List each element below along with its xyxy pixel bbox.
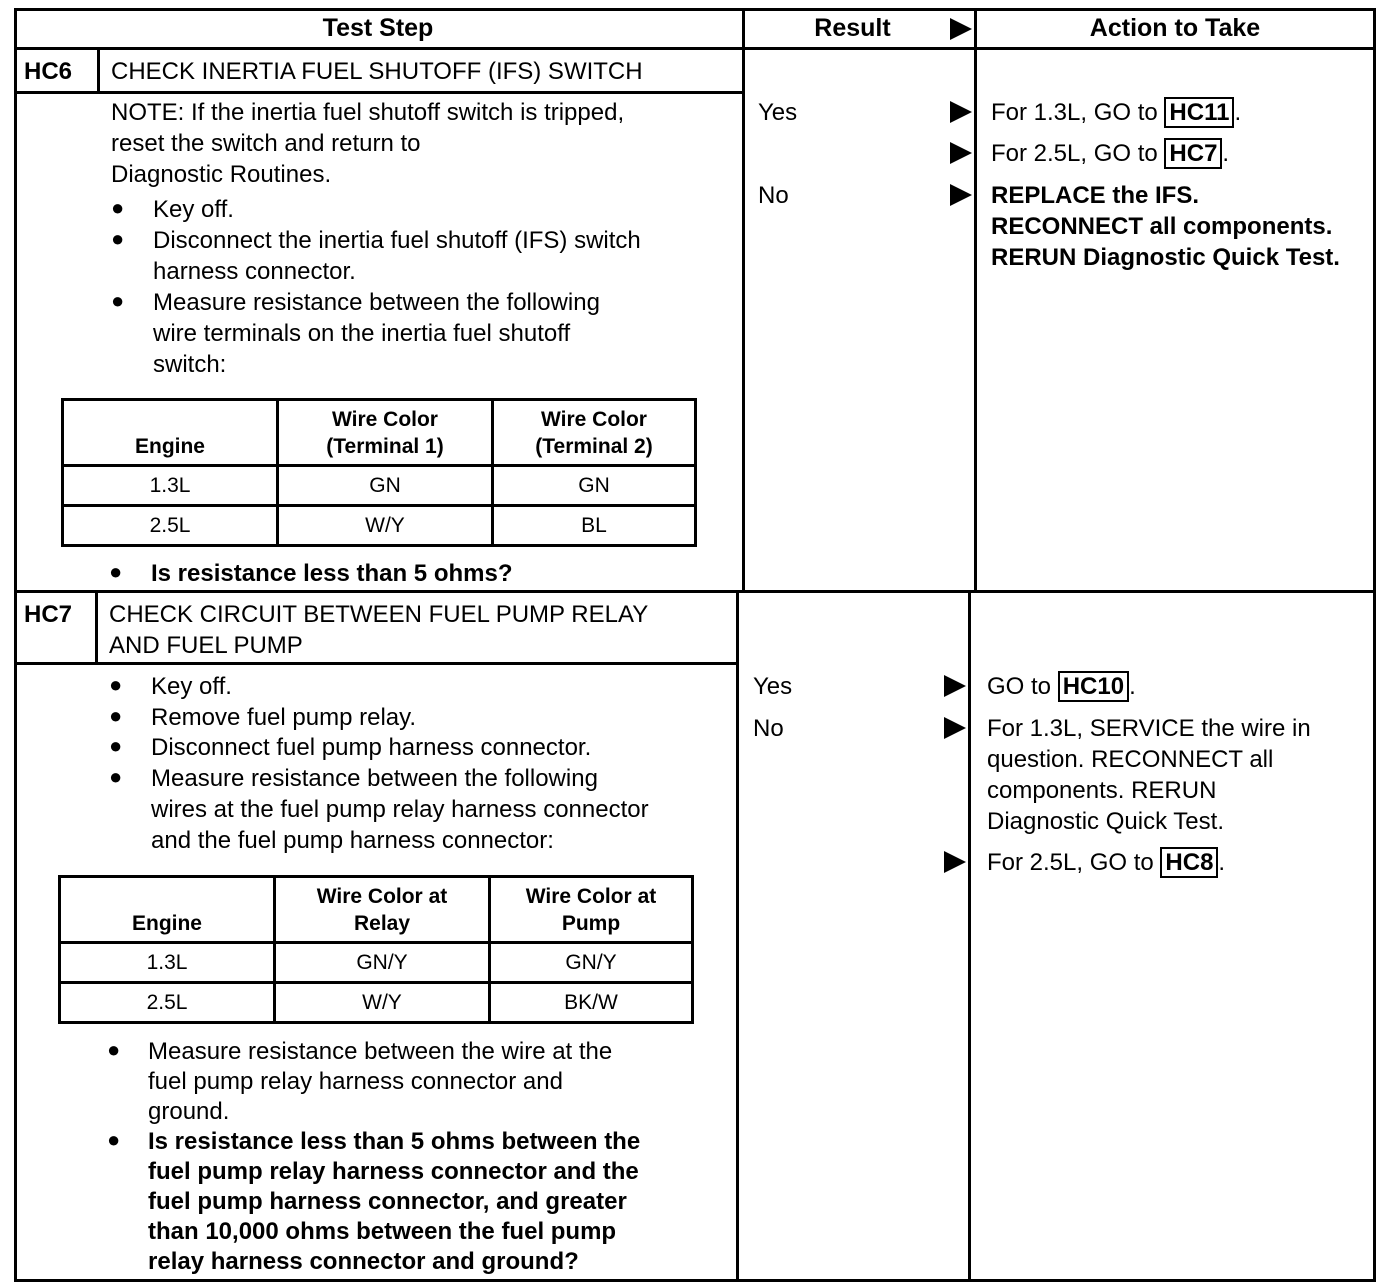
bullet-text: wire terminals on the inertia fuel shutoff bbox=[153, 320, 571, 347]
action-text: For 2.5L, GO to HC7 . bbox=[991, 140, 1230, 167]
table-cell: W/Y bbox=[278, 506, 493, 546]
table-cell: BK/W bbox=[490, 983, 693, 1023]
header-result: Result bbox=[814, 14, 891, 42]
frame-top bbox=[14, 8, 1376, 11]
bullet-dot: ● bbox=[109, 559, 123, 584]
table-header: Wire Color (Terminal 1) bbox=[278, 400, 493, 466]
table-cell: GN/Y bbox=[490, 943, 693, 983]
note-line: reset the switch and return to bbox=[111, 130, 421, 157]
frame-right bbox=[1373, 8, 1376, 1282]
table-row bbox=[63, 466, 696, 506]
action-text: For 1.3L, GO to HC11 . bbox=[991, 99, 1242, 126]
step-title-underline bbox=[14, 662, 736, 665]
question-text: than 10,000 ohms between the fuel pump bbox=[148, 1218, 617, 1245]
step-reference[interactable]: HC7 bbox=[1164, 138, 1222, 169]
question-text: fuel pump harness connector, and greater bbox=[148, 1188, 627, 1215]
result-arrow-icon bbox=[944, 717, 966, 739]
action-text: REPLACE the IFS. bbox=[991, 182, 1200, 209]
bullet-dot: ● bbox=[107, 1037, 121, 1062]
result-arrow-icon bbox=[944, 675, 966, 697]
action-text: question. RECONNECT all bbox=[987, 746, 1274, 773]
step-code: HC7 bbox=[24, 601, 73, 628]
note-line: Diagnostic Routines. bbox=[111, 161, 332, 188]
table-header: Wire Color at Relay bbox=[275, 877, 490, 943]
col-divider-result bbox=[742, 8, 745, 593]
step-title-underline bbox=[14, 91, 742, 94]
bullet-dot: ● bbox=[109, 703, 123, 728]
bullet-text: wires at the fuel pump relay harness connector bbox=[151, 796, 649, 823]
frame-left bbox=[14, 8, 17, 1282]
bullet-dot: ● bbox=[111, 226, 125, 251]
bullet-text: fuel pump relay harness connector and bbox=[148, 1068, 563, 1095]
step-code: HC6 bbox=[24, 58, 73, 85]
table-cell: BL bbox=[493, 506, 696, 546]
bullet-text: switch: bbox=[153, 351, 227, 378]
question-text: relay harness connector and ground? bbox=[148, 1248, 579, 1275]
col-divider-action bbox=[974, 8, 977, 593]
bullet-text: Measure resistance between the wire at the bbox=[148, 1038, 613, 1065]
table-header: Engine bbox=[63, 400, 278, 466]
action-text: For 2.5L, GO to HC8 . bbox=[987, 849, 1226, 876]
table-cell: GN/Y bbox=[275, 943, 490, 983]
action-text: RECONNECT all components. bbox=[991, 213, 1333, 240]
table-row bbox=[63, 506, 696, 546]
bullet-text: Disconnect the inertia fuel shutoff (IFS) switch bbox=[153, 227, 641, 254]
result-yes: Yes bbox=[758, 99, 798, 126]
result-arrow-icon bbox=[944, 851, 966, 873]
header-test-step: Test Step bbox=[322, 14, 434, 42]
bullet-text: ground. bbox=[148, 1098, 230, 1125]
row-divider bbox=[14, 590, 1376, 593]
bullet-text: harness connector. bbox=[153, 258, 356, 285]
table-cell: W/Y bbox=[275, 983, 490, 1023]
result-arrow-icon bbox=[950, 142, 972, 164]
table-cell: GN bbox=[278, 466, 493, 506]
step-title: CHECK CIRCUIT BETWEEN FUEL PUMP RELAY bbox=[109, 601, 649, 628]
bullet-text: Measure resistance between the following bbox=[151, 765, 598, 792]
step-code-divider bbox=[95, 593, 98, 665]
bullet-dot: ● bbox=[109, 672, 123, 697]
table-header: Wire Color at Pump bbox=[490, 877, 693, 943]
table-header: Wire Color (Terminal 2) bbox=[493, 400, 696, 466]
result-yes: Yes bbox=[753, 673, 793, 700]
bullet-dot: ● bbox=[111, 288, 125, 313]
bullet-dot: ● bbox=[107, 1127, 121, 1152]
action-text: For 1.3L, SERVICE the wire in bbox=[987, 715, 1311, 742]
action-text: components. RERUN bbox=[987, 777, 1217, 804]
bullet-text: and the fuel pump harness connector: bbox=[151, 827, 554, 854]
step-reference[interactable]: HC8 bbox=[1160, 847, 1218, 878]
header-arrow-icon bbox=[950, 18, 972, 40]
bullet-text: Key off. bbox=[151, 673, 232, 700]
result-arrow-icon bbox=[950, 101, 972, 123]
bullet-text: Remove fuel pump relay. bbox=[151, 704, 417, 731]
header-divider bbox=[14, 47, 1376, 50]
bullet-text: Key off. bbox=[153, 196, 234, 223]
table-cell: GN bbox=[493, 466, 696, 506]
col-divider-result bbox=[736, 590, 739, 1282]
table-cell: 2.5L bbox=[60, 983, 275, 1023]
bullet-dot: ● bbox=[111, 195, 125, 220]
table-header: Engine bbox=[60, 877, 275, 943]
step-reference[interactable]: HC10 bbox=[1058, 671, 1129, 702]
table-row bbox=[60, 983, 693, 1023]
bullet-dot: ● bbox=[109, 733, 123, 758]
header-action: Action to Take bbox=[1089, 14, 1261, 42]
table-cell: 2.5L bbox=[63, 506, 278, 546]
bullet-text: Measure resistance between the following bbox=[153, 289, 600, 316]
question-text: fuel pump relay harness connector and the bbox=[148, 1158, 639, 1185]
action-text: RERUN Diagnostic Quick Test. bbox=[991, 244, 1340, 271]
step-title: AND FUEL PUMP bbox=[109, 632, 303, 659]
step-code-divider bbox=[97, 50, 100, 94]
action-text: GO to HC10 . bbox=[987, 673, 1136, 700]
result-arrow-icon bbox=[950, 184, 972, 206]
frame-bottom bbox=[14, 1279, 1376, 1282]
result-no: No bbox=[753, 715, 784, 742]
wire-color-table bbox=[61, 398, 697, 547]
table-row bbox=[60, 943, 693, 983]
table-cell: 1.3L bbox=[60, 943, 275, 983]
note-line: NOTE: If the inertia fuel shutoff switch is tripped, bbox=[111, 99, 625, 126]
step-title: CHECK INERTIA FUEL SHUTOFF (IFS) SWITCH bbox=[111, 58, 643, 85]
col-divider-action bbox=[968, 590, 971, 1282]
question-text: Is resistance less than 5 ohms? bbox=[151, 560, 513, 587]
step-reference[interactable]: HC11 bbox=[1164, 97, 1234, 128]
action-text: Diagnostic Quick Test. bbox=[987, 808, 1224, 835]
question-text: Is resistance less than 5 ohms between the bbox=[148, 1128, 641, 1155]
table-cell: 1.3L bbox=[63, 466, 278, 506]
bullet-dot: ● bbox=[109, 764, 123, 789]
wire-color-table bbox=[58, 875, 694, 1024]
bullet-text: Disconnect fuel pump harness connector. bbox=[151, 734, 592, 761]
result-no: No bbox=[758, 182, 789, 209]
